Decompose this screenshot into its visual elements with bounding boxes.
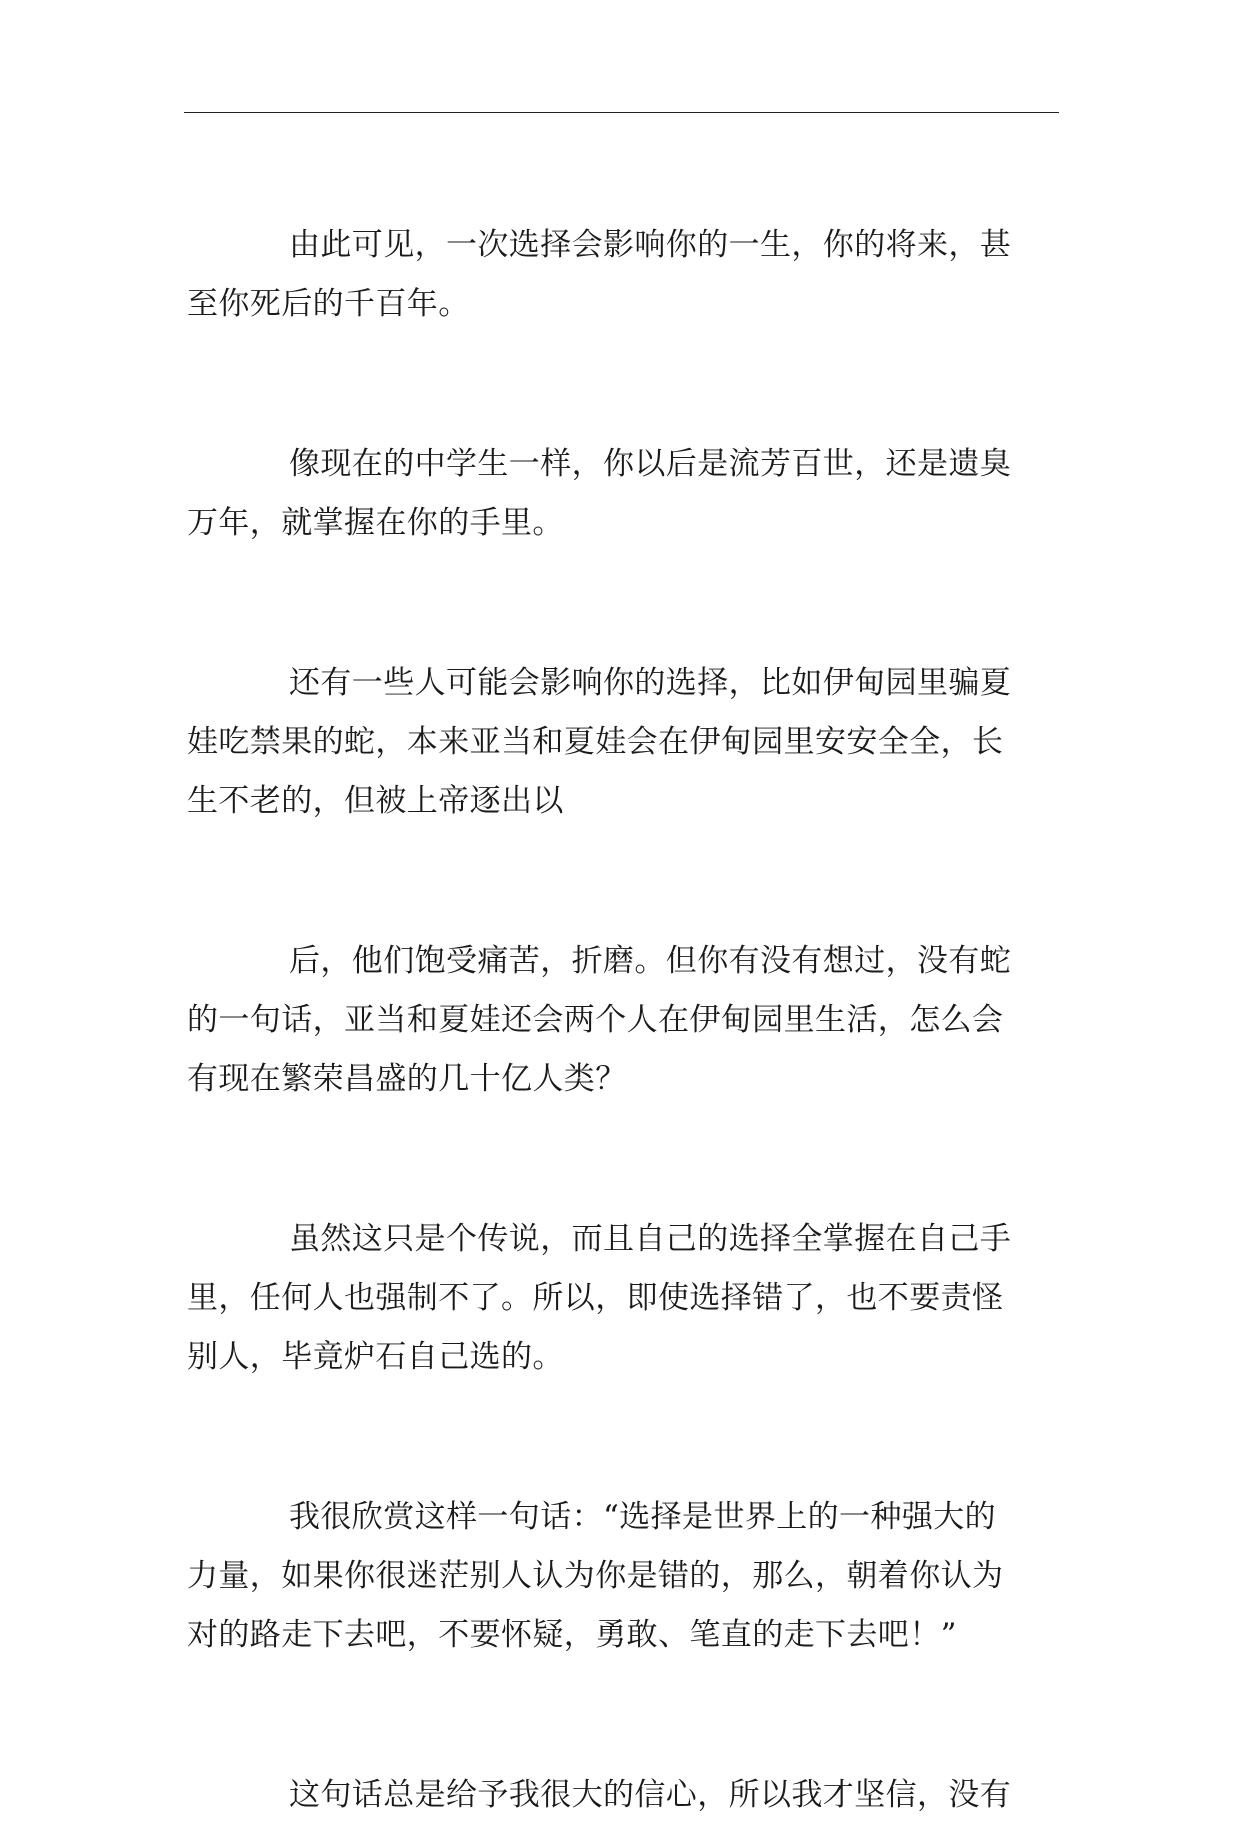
paragraph-line: 虽然这只是个传说，而且自己的选择全掌握在自己手 [289,1221,1012,1257]
paragraph [187,654,1067,831]
paragraph-line: 生不老的，但被上帝逐出以 [187,783,564,819]
paragraph [187,1210,1067,1387]
paragraph-line: 还有一些人可能会影响你的选择，比如伊甸园里骗夏 [289,665,1012,701]
paragraph-line: 有现在繁荣昌盛的几十亿人类？ [187,1061,627,1097]
paragraph [187,216,1067,334]
paragraph-line: 力量，如果你很迷茫别人认为你是错的，那么，朝着你认为 [187,1558,1004,1594]
paragraph-line: 里，任何人也强制不了。所以，即使选择错了，也不要责怪 [187,1280,1004,1316]
paragraph [187,932,1067,1109]
paragraph-line: 像现在的中学生一样，你以后是流芳百世，还是遗臭 [289,446,1012,482]
paragraph-line: 万年，就掌握在你的手里。 [187,505,564,541]
paragraph-line: 的一句话，亚当和夏娃还会两个人在伊甸园里生活，怎么会 [187,1002,1004,1038]
paragraph [187,1488,1067,1665]
paragraph-line: 娃吃禁果的蛇，本来亚当和夏娃会在伊甸园里安安全全，长 [187,724,1004,760]
paragraph-line: 至你死后的千百年。 [187,286,470,322]
paragraph-line: 我很欣赏这样一句话：“选择是世界上的一种强大的 [289,1499,997,1535]
document-body [187,216,1067,1825]
paragraph [187,1766,1067,1825]
paragraph [187,435,1067,553]
paragraph-line: 对的路走下去吧，不要怀疑，勇敢、笔直的走下去吧！” [187,1617,957,1653]
paragraph-line: 别人，毕竟炉石自己选的。 [187,1339,564,1375]
header-rule [184,112,1059,113]
paragraph-line: 由此可见，一次选择会影响你的一生，你的将来，甚 [289,227,1012,263]
paragraph-line: 这句话总是给予我很大的信心，所以我才坚信，没有 [289,1777,1012,1813]
paragraph-line: 后，他们饱受痛苦，折磨。但你有没有想过，没有蛇 [289,943,1012,979]
